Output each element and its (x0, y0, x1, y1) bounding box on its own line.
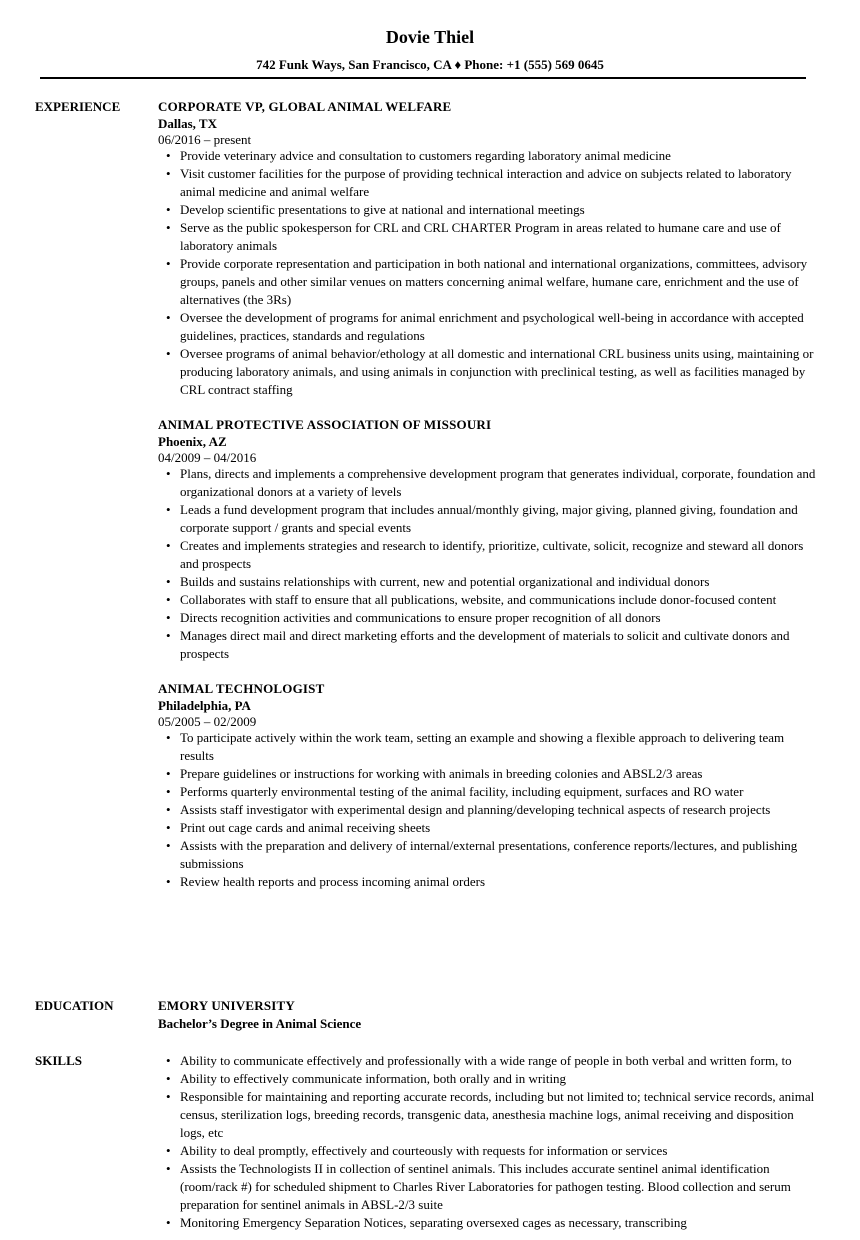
job-bullet: • Oversee the development of programs for animal enrichment and psychological well-being in accordance with accepted guidelines, practices, standards and regulations (158, 309, 818, 345)
skill-item: • Ability to communicate effectively and professionally with a wide range of people in both verbal and written form, to (158, 1052, 818, 1070)
skills-body (158, 1052, 818, 1232)
job-bullet: • Review health reports and process incoming animal orders (158, 873, 818, 891)
job-bullet: • Performs quarterly environmental testing of the animal facility, including equipment, surfaces and RO water (158, 783, 818, 801)
skill-item: • Assists the Technologists II in collection of sentinel animals. This includes accurate sentinel animal identification (room/rack #) for scheduled shipment to Charles River Laboratories for pathogen testing. Blood collection and serum preparation for sentinel animals in ABSL-2/3 suite (158, 1160, 818, 1214)
job-location: Dallas, TX (158, 116, 217, 131)
job-title: ANIMAL PROTECTIVE ASSOCIATION OF MISSOURI (158, 417, 492, 432)
skill-item: • Responsible for maintaining and reporting accurate records, including but not limited to; technical service records, animal census, sterilization logs, breeding records, transgenic data, anesthesia machine logs, animal receiving and disposition logs, etc (158, 1088, 818, 1142)
job-bullet: • Creates and implements strategies and research to identify, prioritize, cultivate, solicit, recognize and steward all donors and prospects (158, 537, 818, 573)
job-entry (158, 416, 818, 663)
header-divider (40, 77, 806, 79)
job-bullet: • Leads a fund development program that includes annual/monthly giving, major giving, planned giving, foundation and corporate support / grants and special events (158, 501, 818, 537)
school-name: EMORY UNIVERSITY (158, 998, 295, 1013)
job-entry (158, 98, 818, 399)
experience-body (158, 98, 818, 908)
job-bullet: • Prepare guidelines or instructions for working with animals in breeding colonies and ABSL2/3 areas (158, 765, 818, 783)
skill-item: • Monitoring Emergency Separation Notices, separating oversexed cages as necessary, transcribing (158, 1214, 818, 1232)
job-bullet: • Assists staff investigator with experimental design and planning/developing technical aspects of research projects (158, 801, 818, 819)
section-label-experience: EXPERIENCE (35, 99, 121, 114)
job-title: ANIMAL TECHNOLOGIST (158, 681, 325, 696)
job-bullet: • Provide corporate representation and participation in both national and international organizations, committees, advisory groups, panels and other similar venues on matters concerning animal welfare, humane care, enrichment and the use of alternatives (the 3Rs) (158, 255, 818, 309)
skills-list (158, 1052, 818, 1232)
job-bullet: • Manages direct mail and direct marketing efforts and the development of materials to solicit and cultivate donors and prospects (158, 627, 818, 663)
job-dates: 06/2016 – present (158, 132, 252, 147)
job-bullet: • Plans, directs and implements a comprehensive development program that generates individual, corporate, foundation and organizational donors at a variety of levels (158, 465, 818, 501)
job-bullet: • Develop scientific presentations to give at national and international meetings (158, 201, 818, 219)
skill-item: • Ability to effectively communicate information, both orally and in writing (158, 1070, 818, 1088)
job-bullet: • Directs recognition activities and communications to ensure proper recognition of all donors (158, 609, 818, 627)
job-bullets (158, 147, 818, 399)
section-label-education: EDUCATION (35, 998, 114, 1013)
job-bullet: • Builds and sustains relationships with current, new and potential organizational and individual donors (158, 573, 818, 591)
job-bullets (158, 465, 818, 663)
job-bullet: • To participate actively within the work team, setting an example and showing a flexible approach to delivering team results (158, 729, 818, 765)
candidate-name: Dovie Thiel (385, 27, 475, 47)
job-dates: 04/2009 – 04/2016 (158, 450, 257, 465)
degree: Bachelor’s Degree in Animal Science (158, 1016, 362, 1031)
job-entry (158, 680, 818, 891)
contact-line: 742 Funk Ways, San Francisco, CA ♦ Phone: +1 (555) 569 0645 (256, 57, 604, 72)
job-title: CORPORATE VP, GLOBAL ANIMAL WELFARE (158, 99, 452, 114)
education-body (158, 997, 818, 1033)
resume-header (0, 0, 860, 73)
skill-item: • Ability to deal promptly, effectively and courteously with requests for information or services (158, 1142, 818, 1160)
job-bullet: • Serve as the public spokesperson for CRL and CRL CHARTER Program in areas related to humane care and use of laboratory animals (158, 219, 818, 255)
job-bullet: • Provide veterinary advice and consultation to customers regarding laboratory animal medicine (158, 147, 818, 165)
job-bullet: • Oversee programs of animal behavior/ethology at all domestic and international CRL business units using, maintaining or producing laboratory animals, and using animals in conjunction with preclinical testing, as well as facilities managed by CRL contract staffing (158, 345, 818, 399)
section-label-skills: SKILLS (35, 1053, 82, 1068)
job-bullet: • Visit customer facilities for the purpose of providing technical interaction and advice on subjects related to laboratory animal medicine and animal welfare (158, 165, 818, 201)
job-bullet: • Collaborates with staff to ensure that all publications, website, and communications include donor-focused content (158, 591, 818, 609)
job-bullets (158, 729, 818, 891)
job-location: Phoenix, AZ (158, 434, 227, 449)
job-location: Philadelphia, PA (158, 698, 251, 713)
job-bullet: • Assists with the preparation and delivery of internal/external presentations, conference reports/lectures, and publishing submissions (158, 837, 818, 873)
job-dates: 05/2005 – 02/2009 (158, 714, 257, 729)
job-bullet: • Print out cage cards and animal receiving sheets (158, 819, 818, 837)
